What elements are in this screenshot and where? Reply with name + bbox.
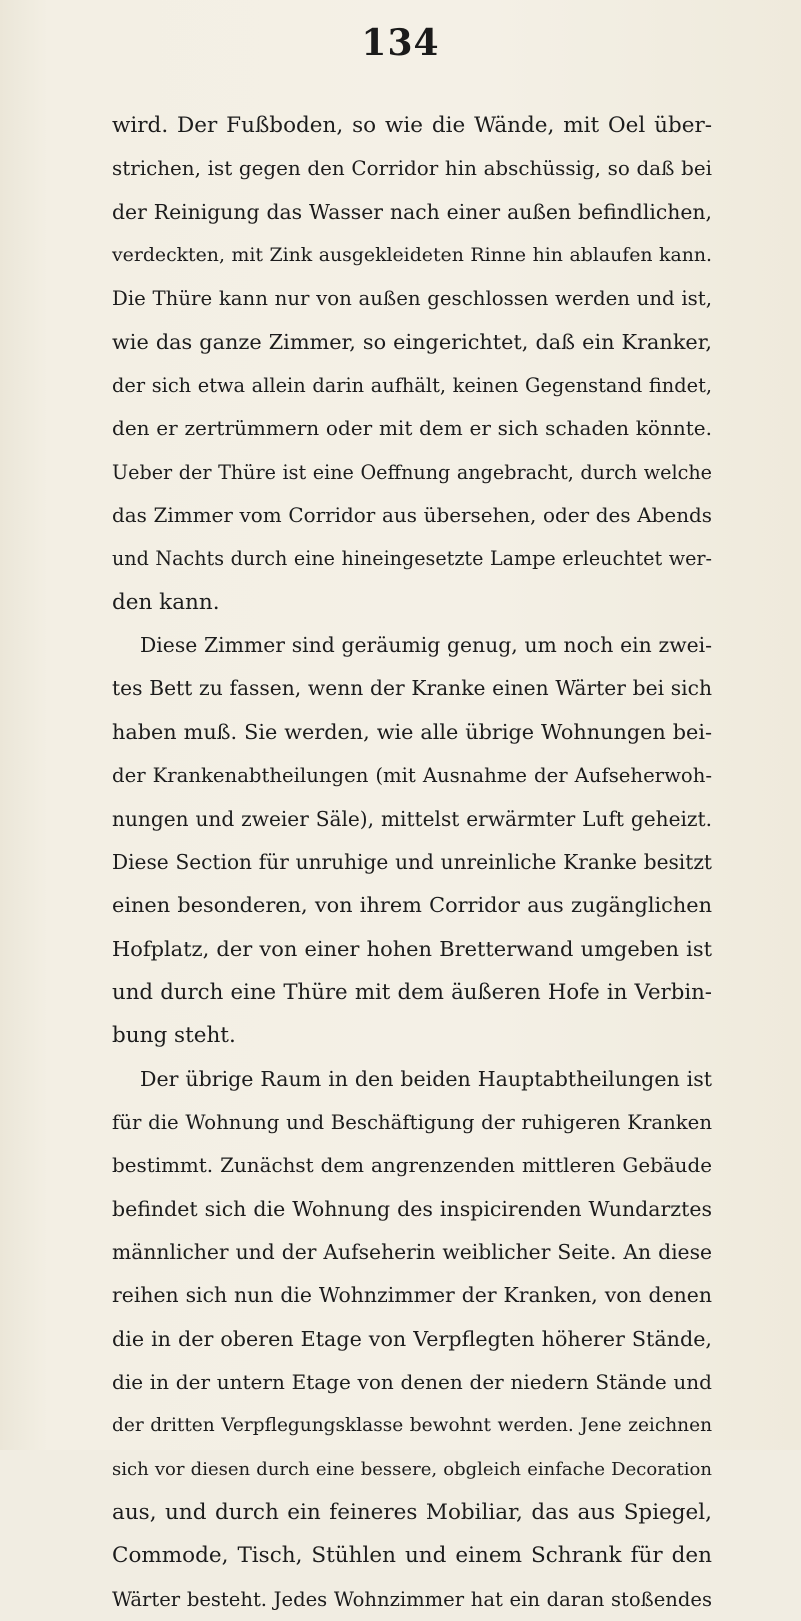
text-line: der dritten Verpflegungsklasse bewohnt werden. Jene zeichnen: [112, 1415, 712, 1437]
text-line: Diese Zimmer sind geräumig genug, um noch ein zwei-: [140, 633, 712, 658]
body-text: [112, 104, 712, 1621]
text-line: für die Wohnung und Beschäftigung der ruhigeren Kranken: [112, 1110, 712, 1134]
text-line: Die Thüre kann nur von außen geschlossen werden und ist,: [112, 287, 712, 311]
text-line: Commode, Tisch, Stühlen und einem Schrank für den: [112, 1543, 712, 1569]
text-line: der sich etwa allein darin aufhält, keinen Gegenstand findet,: [112, 374, 712, 398]
text-line: männlicher und der Aufseherin weiblicher Seite. An diese: [112, 1239, 712, 1264]
text-line: verdeckten, mit Zink ausgekleideten Rinne hin ablaufen kann.: [112, 244, 712, 267]
text-line: die in der oberen Etage von Verpflegten höherer Stände,: [112, 1326, 712, 1351]
text-line: Wärter besteht. Jedes Wohnzimmer hat ein daran stoßendes: [112, 1587, 712, 1611]
text-line: die in der untern Etage von denen der niedern Stände und: [112, 1369, 712, 1394]
text-line: bestimmt. Zunächst dem angrenzenden mittleren Gebäude: [112, 1154, 712, 1178]
text-line: und Nachts durch eine hineingesetzte Lampe erleuchtet wer-: [112, 547, 712, 571]
text-line: der Reinigung das Wasser nach einer außen befindlichen,: [112, 199, 712, 224]
text-line: bung steht.: [112, 1023, 236, 1049]
text-line: den er zertrümmern oder mit dem er sich schaden könnte.: [112, 416, 712, 441]
text-line: tes Bett zu fassen, wenn der Kranke einen Wärter bei sich: [112, 676, 712, 701]
page-number: 134: [361, 22, 440, 64]
text-line: reihen sich nun die Wohnzimmer der Kranken, von denen: [112, 1283, 712, 1308]
text-line: der Krankenabtheilungen (mit Ausnahme der Aufseherwoh-: [112, 764, 712, 788]
text-line: wie das ganze Zimmer, so eingerichtet, daß ein Kranker,: [112, 329, 712, 354]
text-line: Diese Section für unruhige und unreinliche Kranke besitzt: [112, 849, 712, 874]
text-line: und durch eine Thüre mit dem äußeren Hofe in Verbin-: [112, 979, 712, 1005]
text-line: haben muß. Sie werden, wie alle übrige Wohnungen bei-: [112, 719, 712, 744]
text-line: Der übrige Raum in den beiden Hauptabtheilungen ist: [140, 1066, 712, 1091]
text-line: strichen, ist gegen den Corridor hin abschüssig, so daß bei: [112, 157, 712, 181]
text-line: Hofplatz, der von einer hohen Bretterwand umgeben ist: [112, 936, 712, 961]
text-line: nungen und zweier Säle), mittelst erwärmter Luft geheizt.: [112, 806, 712, 831]
text-line: sich vor diesen durch eine bessere, obgleich einfache Decoration: [112, 1458, 712, 1480]
text-line: einen besonderen, von ihrem Corridor aus zugänglichen: [112, 893, 712, 918]
text-line: Ueber der Thüre ist eine Oeffnung angebracht, durch welche: [112, 460, 712, 484]
text-line: wird. Der Fußboden, so wie die Wände, mit Oel über-: [112, 113, 712, 138]
text-line: das Zimmer vom Corridor aus übersehen, oder des Abends: [112, 504, 712, 528]
text-line: den kann.: [112, 589, 220, 615]
text-line: befindet sich die Wohnung des inspicirenden Wundarztes: [112, 1196, 712, 1221]
text-line: aus, und durch ein feineres Mobiliar, das aus Spiegel,: [112, 1500, 712, 1525]
